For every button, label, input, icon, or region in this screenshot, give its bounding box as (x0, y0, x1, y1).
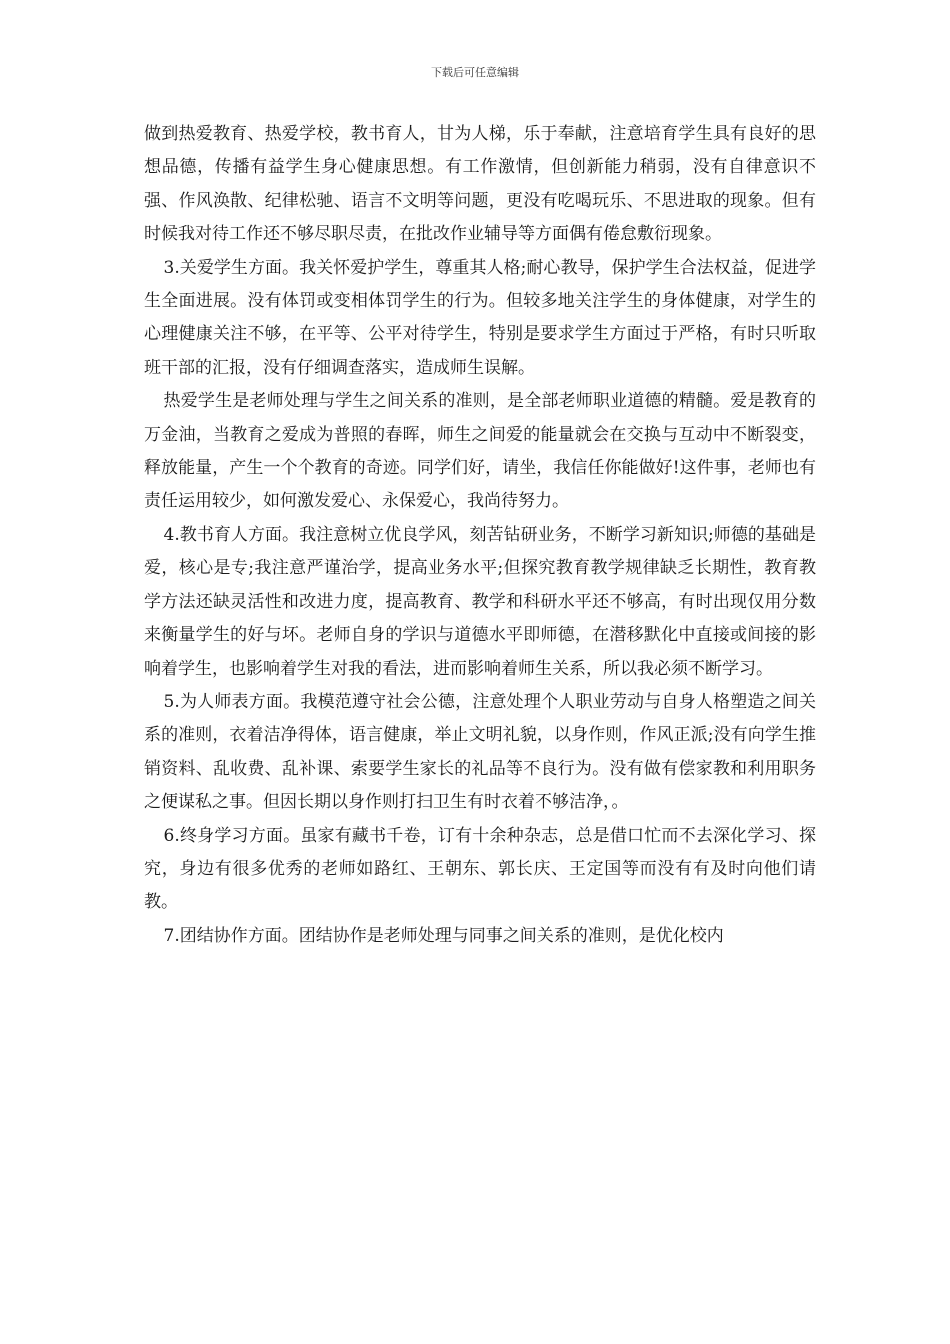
paragraph: 6.终身学习方面。虽家有藏书千卷，订有十余种杂志，总是借口忙而不去深化学习、探究，身边有很多优秀的老师如路红、王朝东、郭长庆、王定国等而没有有及时向他们请教。 (144, 825, 816, 913)
paragraph: 4.教书育人方面。我注意树立优良学风，刻苦钻研业务，不断学习新知识;师德的基础是爱，核心是专;我注意严谨治学，提高业务水平;但探究教育教学规律缺乏长期性，教育教学方法还缺灵活性和改进力度，提高教育、教学和科研水平还不够高，有时出现仅用分数来衡量学生的好与坏。老师自身的学识与道德水平即师德，在潜移默化中直接或间接的影响着学生，也影响着学生对我的看法，进而影响着师生关系，所以我必须不断学习。 (144, 524, 816, 679)
paragraph: 7.团结协作方面。团结协作是老师处理与同事之间关系的准则，是优化校内 (163, 925, 724, 946)
page-header: 下载后可任意编辑 (431, 66, 519, 79)
paragraph: 热爱学生是老师处理与学生之间关系的准则，是全部老师职业道德的精髓。爱是教育的万金油，当教育之爱成为普照的春晖，师生之间爱的能量就会在交换与互动中不断裂变，释放能量，产生一个个教育的奇迹。同学们好，请坐，我信任你能做好!这件事，老师也有责任运用较少，如何激发爱心、永保爱心，我尚待努力。 (144, 391, 816, 512)
document-body (144, 118, 816, 953)
paragraph: 做到热爱教育、热爱学校，教书育人，甘为人梯，乐于奉献，注意培育学生具有良好的思想品德，传播有益学生身心健康思想。有工作激情，但创新能力稍弱，没有自律意识不强、作风涣散、纪律松驰、语言不文明等问题，更没有吃喝玩乐、不思进取的现象。但有时候我对待工作还不够尽职尽责，在批改作业辅导等方面偶有倦怠敷衍现象。 (144, 124, 816, 245)
paragraph: 5.为人师表方面。我模范遵守社会公德，注意处理个人职业劳动与自身人格塑造之间关系的准则，衣着洁净得体，语言健康，举止文明礼貌，以身作则，作风正派;没有向学生推销资料、乱收费、乱补课、索要学生家长的礼品等不良行为。没有做有偿家教和利用职务之便谋私之事。但因长期以身作则打扫卫生有时衣着不够洁净，。 (144, 691, 816, 813)
paragraph: 3.关爱学生方面。我关怀爱护学生，尊重其人格;耐心教导，保护学生合法权益，促进学生全面进展。没有体罚或变相体罚学生的行为。但较多地关注学生的身体健康，对学生的心理健康关注不够，在平等、公平对待学生，特别是要求学生方面过于严格，有时只听取班干部的汇报，没有仔细调查落实，造成师生误解。 (144, 257, 816, 378)
